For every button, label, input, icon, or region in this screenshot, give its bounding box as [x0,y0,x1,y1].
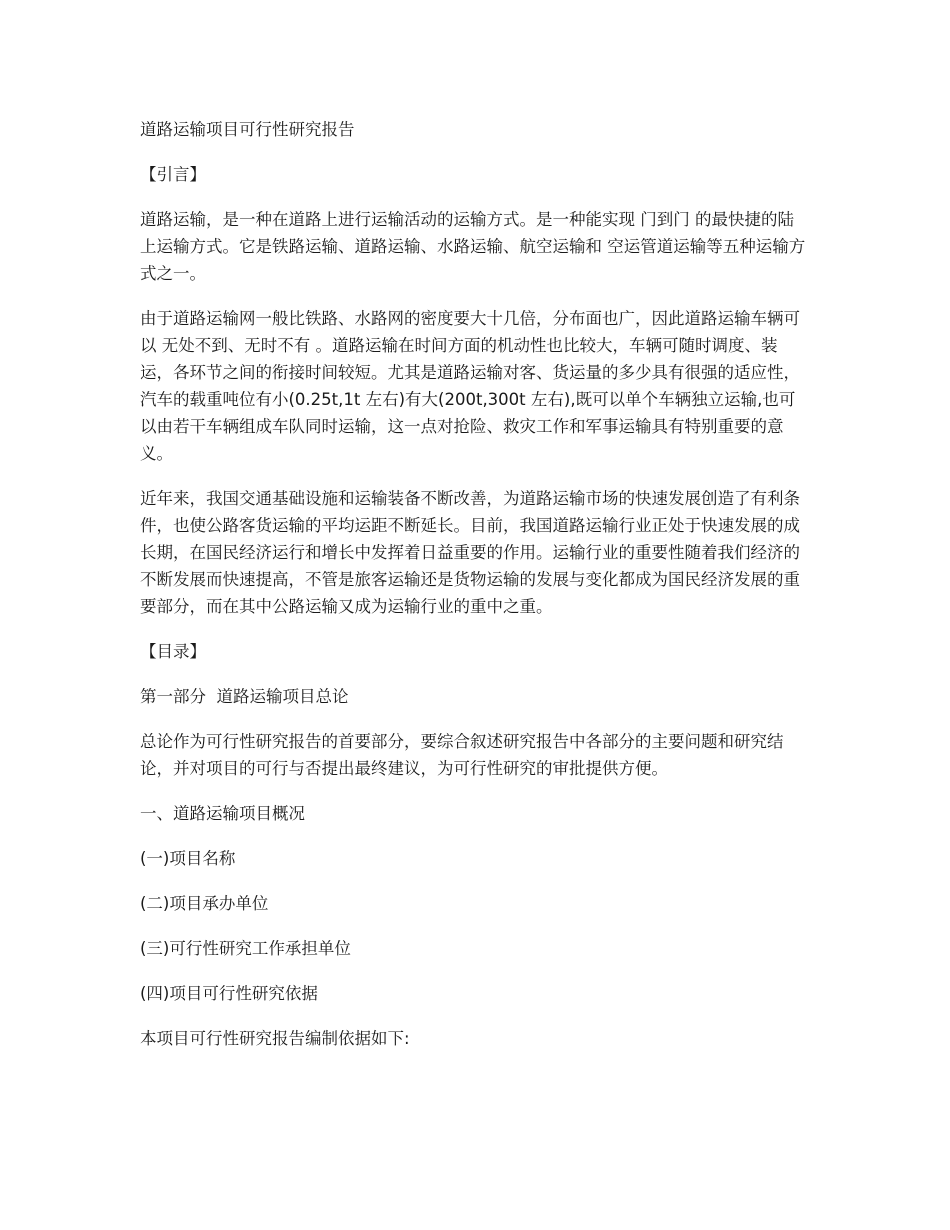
toc-heading: 【目录】 [140,642,206,661]
document-title: 道路运输项目可行性研究报告 [140,120,355,139]
part1-heading: 第一部分 道路运输项目总论 [140,687,349,706]
intro-paragraph-1: 道路运输，是一种在道路上进行运输活动的运输方式。是一种能实现 门到门 的最快捷的陆上运输方式。它是铁路运输、道路运输、水路运输、航空运输和 空运管道运输等五种运输方式之一。 [140,210,806,283]
part1-paragraph: 总论作为可行性研究报告的首要部分，要综合叙述研究报告中各部分的主要问题和研究结论，并对项目的可行与否提出最终建议，为可行性研究的审批提供方便。 [140,732,784,778]
sub-item-3: (三)可行性研究工作承担单位 [140,939,351,958]
intro-heading: 【引言】 [140,165,206,184]
intro-paragraph-3: 近年来，我国交通基础设施和运输装备不断改善，为道路运输市场的快速发展创造了有利条件，也使公路客货运输的平均运距不断延长。目前，我国道路运输行业正处于快速发展的成长期，在国民经济运行和增长中发挥着日益重要的作用。运输行业的重要性随着我们经济的不断发展而快速提高，不管是旅客运输还是货物运输的发展与变化都成为国民经济发展的重要部分，而在其中公路运输又成为运输行业的重中之重。 [140,489,800,616]
sub-item-4: (四)项目可行性研究依据 [140,984,318,1003]
basis-line: 本项目可行性研究报告编制依据如下: [140,1029,410,1048]
sub-item-1: (一)项目名称 [140,849,236,868]
section1-heading: 一、道路运输项目概况 [140,804,305,823]
document-body [140,116,810,1070]
sub-item-2: (二)项目承办单位 [140,894,269,913]
intro-paragraph-2: 由于道路运输网一般比铁路、水路网的密度要大十几倍，分布面也广，因此道路运输车辆可以 无处不到、无时不有 。道路运输在时间方面的机动性也比较大，车辆可随时调度、装运，各环节之间的衔接时间较短。尤其是道路运输对客、货运量的多少具有很强的适应性，汽车的载重吨位有小(0.25t,1t 左右)有大(200t,300t 左右),既可以单个车辆独立运输,也可以由若干车辆组成车队同时运输，这一点对抢险、救灾工作和军事运输具有特别重要的意义。 [140,309,800,463]
